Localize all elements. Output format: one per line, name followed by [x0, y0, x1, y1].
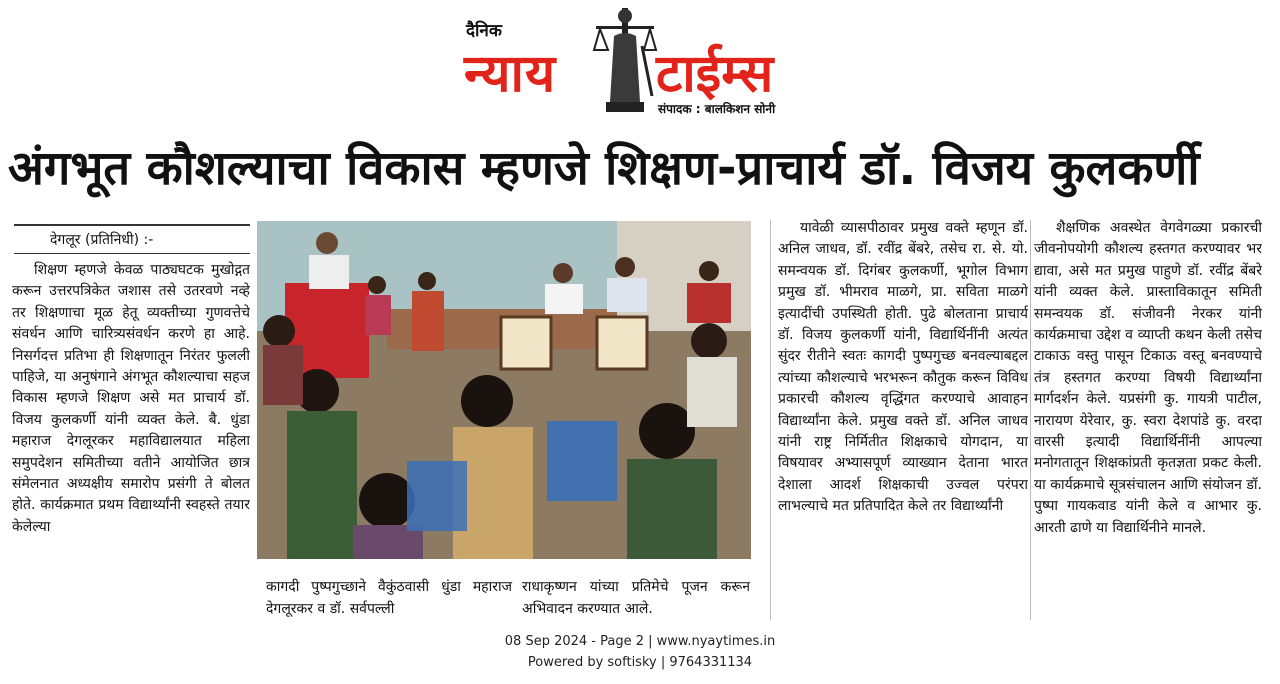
article-column-3: [778, 218, 1028, 622]
footer-date-page: 08 Sep 2024 - Page 2 | www.nyaytimes.in: [504, 634, 776, 649]
article-column-3-text: यावेळी व्यासपीठावर प्रमुख वक्ते म्हणून डॉ. अनिल जाधव, डॉ. रवींद्र बेंबरे, तसेच रा. से. यो. समन्वयक डॉ. दिगंबर कुलकर्णी, भूगोल विभाग प्रमुख डॉ. भीमराव माळगे, प्रा. सविता माळगे इत्यादींची उपस्थिती होती. पुढे बोलताना प्राचार्य डॉ. विजय कुलकर्णी यांनी, विद्यार्थिनींनी अत्यंत सुंदर रीतीने स्वतः कागदी पुष्पगुच्छ बनवल्याबद्दल त्यांच्या कौशल्याचे भरभरून कौतुक करून विविध प्रकारची कौशल्य वृद्धिंगत करण्याचे आवाहन विद्यार्थ्यांना केले. प्रमुख वक्ते डॉ. अनिल जाधव यांनी राष्ट्र निर्मितीत शिक्षकाचे योगदान, या विषयावर अभ्यासपूर्ण व्याख्यान देताना भारत देशाला आदर्श शिक्षकाची उज्वल परंपरा लाभल्याचे मत प्रतिपादित केले तर विद्यार्थ्यांनी: [778, 220, 1028, 515]
article-column-1-text: शिक्षण म्हणजे केवळ पाठ्यघटक मुखोद्गत करून उत्तरपत्रिकेत जशास तसे उतरवणे नव्हे तर शिक्षणाचा मूळ हेतू व्यक्तीच्या गुणवत्तेचे संवर्धन आणि चारित्र्यसंवर्धन करणे हा आहे. निसर्गदत्त प्रतिभा ही शिक्षणातून निरंतर फुलली पाहिजे, या अनुषंगाने अंगभूत कौशल्याचा सहज विकास म्हणजे शिक्षण असे मत प्राचार्य डॉ. विजय कुलकर्णी यांनी व्यक्त केले. बै. धुंडा महाराज देगलूरकर महाविद्यालयात महिला समुपदेशन समितीच्या वतीने आयोजित छात्र संमेलनात अध्यक्षीय समारोप प्रसंगी ते बोलत होते. कार्यक्रमात प्रथम विद्यार्थ्यांनी स्वहस्ते तयार केलेल्या: [12, 262, 250, 535]
footer-powered-by: Powered by softisky | 9764331134: [527, 655, 753, 670]
headline: अंगभूत कौशल्याचा विकास म्हणजे शिक्षण-प्राचार्य डॉ. विजय कुलकर्णी: [8, 141, 1200, 196]
justice-statue-icon: [592, 6, 658, 114]
article-column-1: [12, 260, 250, 622]
photo-caption-left: कागदी पुष्पगुच्छाने वैकुंठवासी धुंडा महाराज देगलूरकर व डॉ. सर्वपल्ली: [266, 579, 512, 617]
column-divider: [770, 220, 771, 620]
masthead-title-left: न्याय: [464, 44, 557, 104]
photo-caption-right: राधाकृष्णन यांच्या प्रतिमेचे पूजन करून अभिवादन करण्यात आले.: [522, 579, 750, 617]
event-photo: [257, 221, 751, 559]
article-column-4-text: शैक्षणिक अवस्थेत वेगवेगळ्या प्रकारची जीवनोपयोगी कौशल्य हस्तगत करण्यावर भर द्यावा, असे मत प्रमुख पाहुणे डॉ. रवींद्र बेंबरे यांनी व्यक्त केले. प्रास्ताविकातून समिती समन्वयक डॉ. संजीवनी नेरकर यांनी कार्यक्रमाचा उद्देश व व्याप्ती कथन केली तसेच टाकाऊ वस्तु पासून टिकाऊ वस्तू बनवण्याचे तंत्र हस्तगत करण्या विषयी विद्यार्थ्यांना मार्गदर्शन केले. यप्रसंगी कु. गायत्री पाटील, नारायण येरेवार, कु. स्वरा देशपांडे कु. वरदा वारसी इत्यादी विद्यार्थिनींनी आपल्या मनोगतातून शिक्षकांप्रती कृतज्ञता प्रकट केली. या कार्यक्रमाचे सूत्रसंचालन आणि संयोजन डॉ. पुष्पा गायकवाड यांनी केले व आभार कु. आरती ढाणे या विद्यार्थिनीने मानले.: [1034, 220, 1262, 536]
masthead: [460, 0, 820, 120]
masthead-editor: संपादक : बालकिशन सोनी: [658, 102, 776, 116]
masthead-title-right: टाईम्स: [656, 44, 774, 104]
masthead-daily-label: दैनिक: [466, 21, 502, 41]
column-divider: [1030, 220, 1031, 620]
article-column-4: [1034, 218, 1262, 622]
dateline: देगलूर (प्रतिनिधी) :-: [14, 224, 250, 254]
